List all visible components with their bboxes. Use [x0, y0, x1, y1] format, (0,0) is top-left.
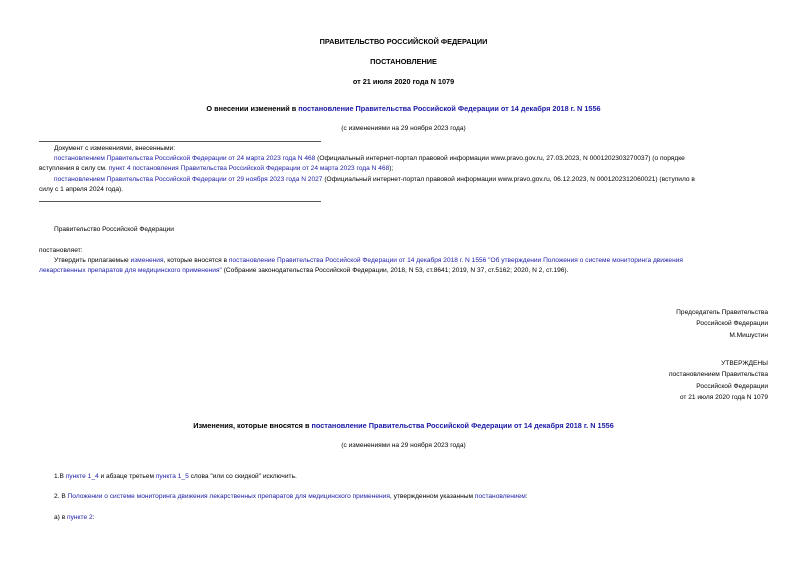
approved-line-2: постановлением Правительства — [668, 371, 768, 379]
government-name: ПРАВИТЕЛЬСТВО РОССИЙСКОЙ ФЕДЕРАЦИИ — [319, 37, 488, 46]
changes-item-2: постановлением Правительства Российской Федерации от 29 ноября 2023 года N 2027 (Официальный интернет-портал правовой информации www.pravo.gov.ru, 06.12.2023, N 0001202312060021) (вступило в силу с 1 апреля 2024 года). — [39, 176, 695, 193]
document-type: ПОСТАНОВЛЕНИЕ — [370, 57, 437, 66]
changes-bottom-rule — [39, 201, 321, 202]
issuer: Правительство Российской Федерации — [54, 226, 174, 233]
document-date-number: от 21 июля 2020 года N 1079 — [352, 77, 455, 86]
signature-block — [676, 307, 768, 341]
item-1-5-link[interactable]: пункта 1_5 — [155, 473, 189, 480]
signature-line-2: Российской Федерации — [696, 320, 768, 328]
decree-1556-link[interactable]: постановление Правительства Российской Федерации от 14 декабря 2018 г. N 1556 "Об утверждении Положения о системе мониторинга движения — [228, 257, 683, 264]
decrees-verb: постановляет: — [39, 247, 83, 254]
changes-heading: Документ с изменениями, внесенными: — [54, 145, 176, 152]
decree-468-link[interactable]: постановлением Правительства Российской Федерации от 24 марта 2023 года N 468 — [54, 155, 316, 162]
decree-2027-link[interactable]: постановлением Правительства Российской Федерации от 29 ноября 2023 года N 2027 — [54, 176, 323, 183]
title-prefix: О внесении изменений в — [206, 104, 299, 113]
decree-468-item4-link[interactable]: пункт 4 постановления Правительства Российской Федерации от 24 марта 2023 года N 468 — [108, 165, 390, 172]
changes-section-title: Изменения, которые вносятся в постановление Правительства Российской Федерации от 14 декабря 2018 г. N 1556 — [193, 421, 614, 430]
changes-item-1: постановлением Правительства Российской Федерации от 24 марта 2023 года N 468 (Официальный интернет-портал правовой информации www.pravo.gov.ru, 27.03.2023, N 0001202303270037) (о порядке вступления в силу см. пункт 4 постановления Правительства Российской Федерации от 24 марта 2023 года N 468); — [39, 155, 685, 172]
signature-name: М.Мишустин — [729, 331, 768, 339]
approved-block — [669, 358, 768, 403]
decree-ref-link[interactable]: постановлением — [474, 493, 526, 500]
approved-line-3: Российской Федерации — [696, 382, 768, 390]
changes-section-title-link[interactable]: постановление Правительства Российской Федерации от 14 декабря 2018 г. N 1556 — [311, 421, 614, 430]
change-item-3: а) в пункте 2: — [54, 514, 95, 521]
decree-paragraph: Утвердить прилагаемые изменения, которые вносятся в постановление Правительства Российской Федерации от 14 декабря 2018 г. N 1556 "Об утверждении Положения о системе мониторинга движения лекарственных препаратов для медицинского применения" (Собрание законодательства Российской Федерации, 2018, N 53, ст.8641; 2019, N 37, ст.5162; 2020, N 2, ст.196). — [39, 257, 683, 274]
changes-section-amended-note: (с изменениями на 29 ноября 2023 года) — [341, 442, 466, 449]
regulation-link[interactable]: Положении о системе мониторинга движения лекарственных препаратов для медицинского применения — [67, 493, 390, 500]
changes-link[interactable]: изменения — [130, 257, 164, 264]
document-title — [0, 104, 807, 113]
change-item-2: 2. В Положении о системе мониторинга движения лекарственных препаратов для медицинского применения, утвержденном указанным постановлением: — [54, 493, 528, 500]
change-item-1: 1.В пункте 1_4 и абзаце третьем пункта 1_5 слова "или со скидкой" исключить. — [54, 473, 297, 480]
amended-note: (с изменениями на 29 ноября 2023 года) — [341, 125, 466, 132]
approved-line-4: от 21 июля 2020 года N 1079 — [679, 393, 768, 401]
approved-line-1: УТВЕРЖДЕНЫ — [721, 360, 768, 367]
item-1-4-link[interactable]: пункте 1_4 — [65, 473, 99, 480]
decree-1556-link-cont[interactable]: лекарственных препаратов для медицинского применения" — [39, 267, 222, 274]
signature-line-1: Председатель Правительства — [676, 309, 768, 316]
item-2-link[interactable]: пункте 2 — [67, 514, 93, 521]
changes-top-rule — [39, 141, 321, 142]
title-link[interactable]: постановление Правительства Российской Федерации от 14 декабря 2018 г. N 1556 — [298, 104, 601, 113]
